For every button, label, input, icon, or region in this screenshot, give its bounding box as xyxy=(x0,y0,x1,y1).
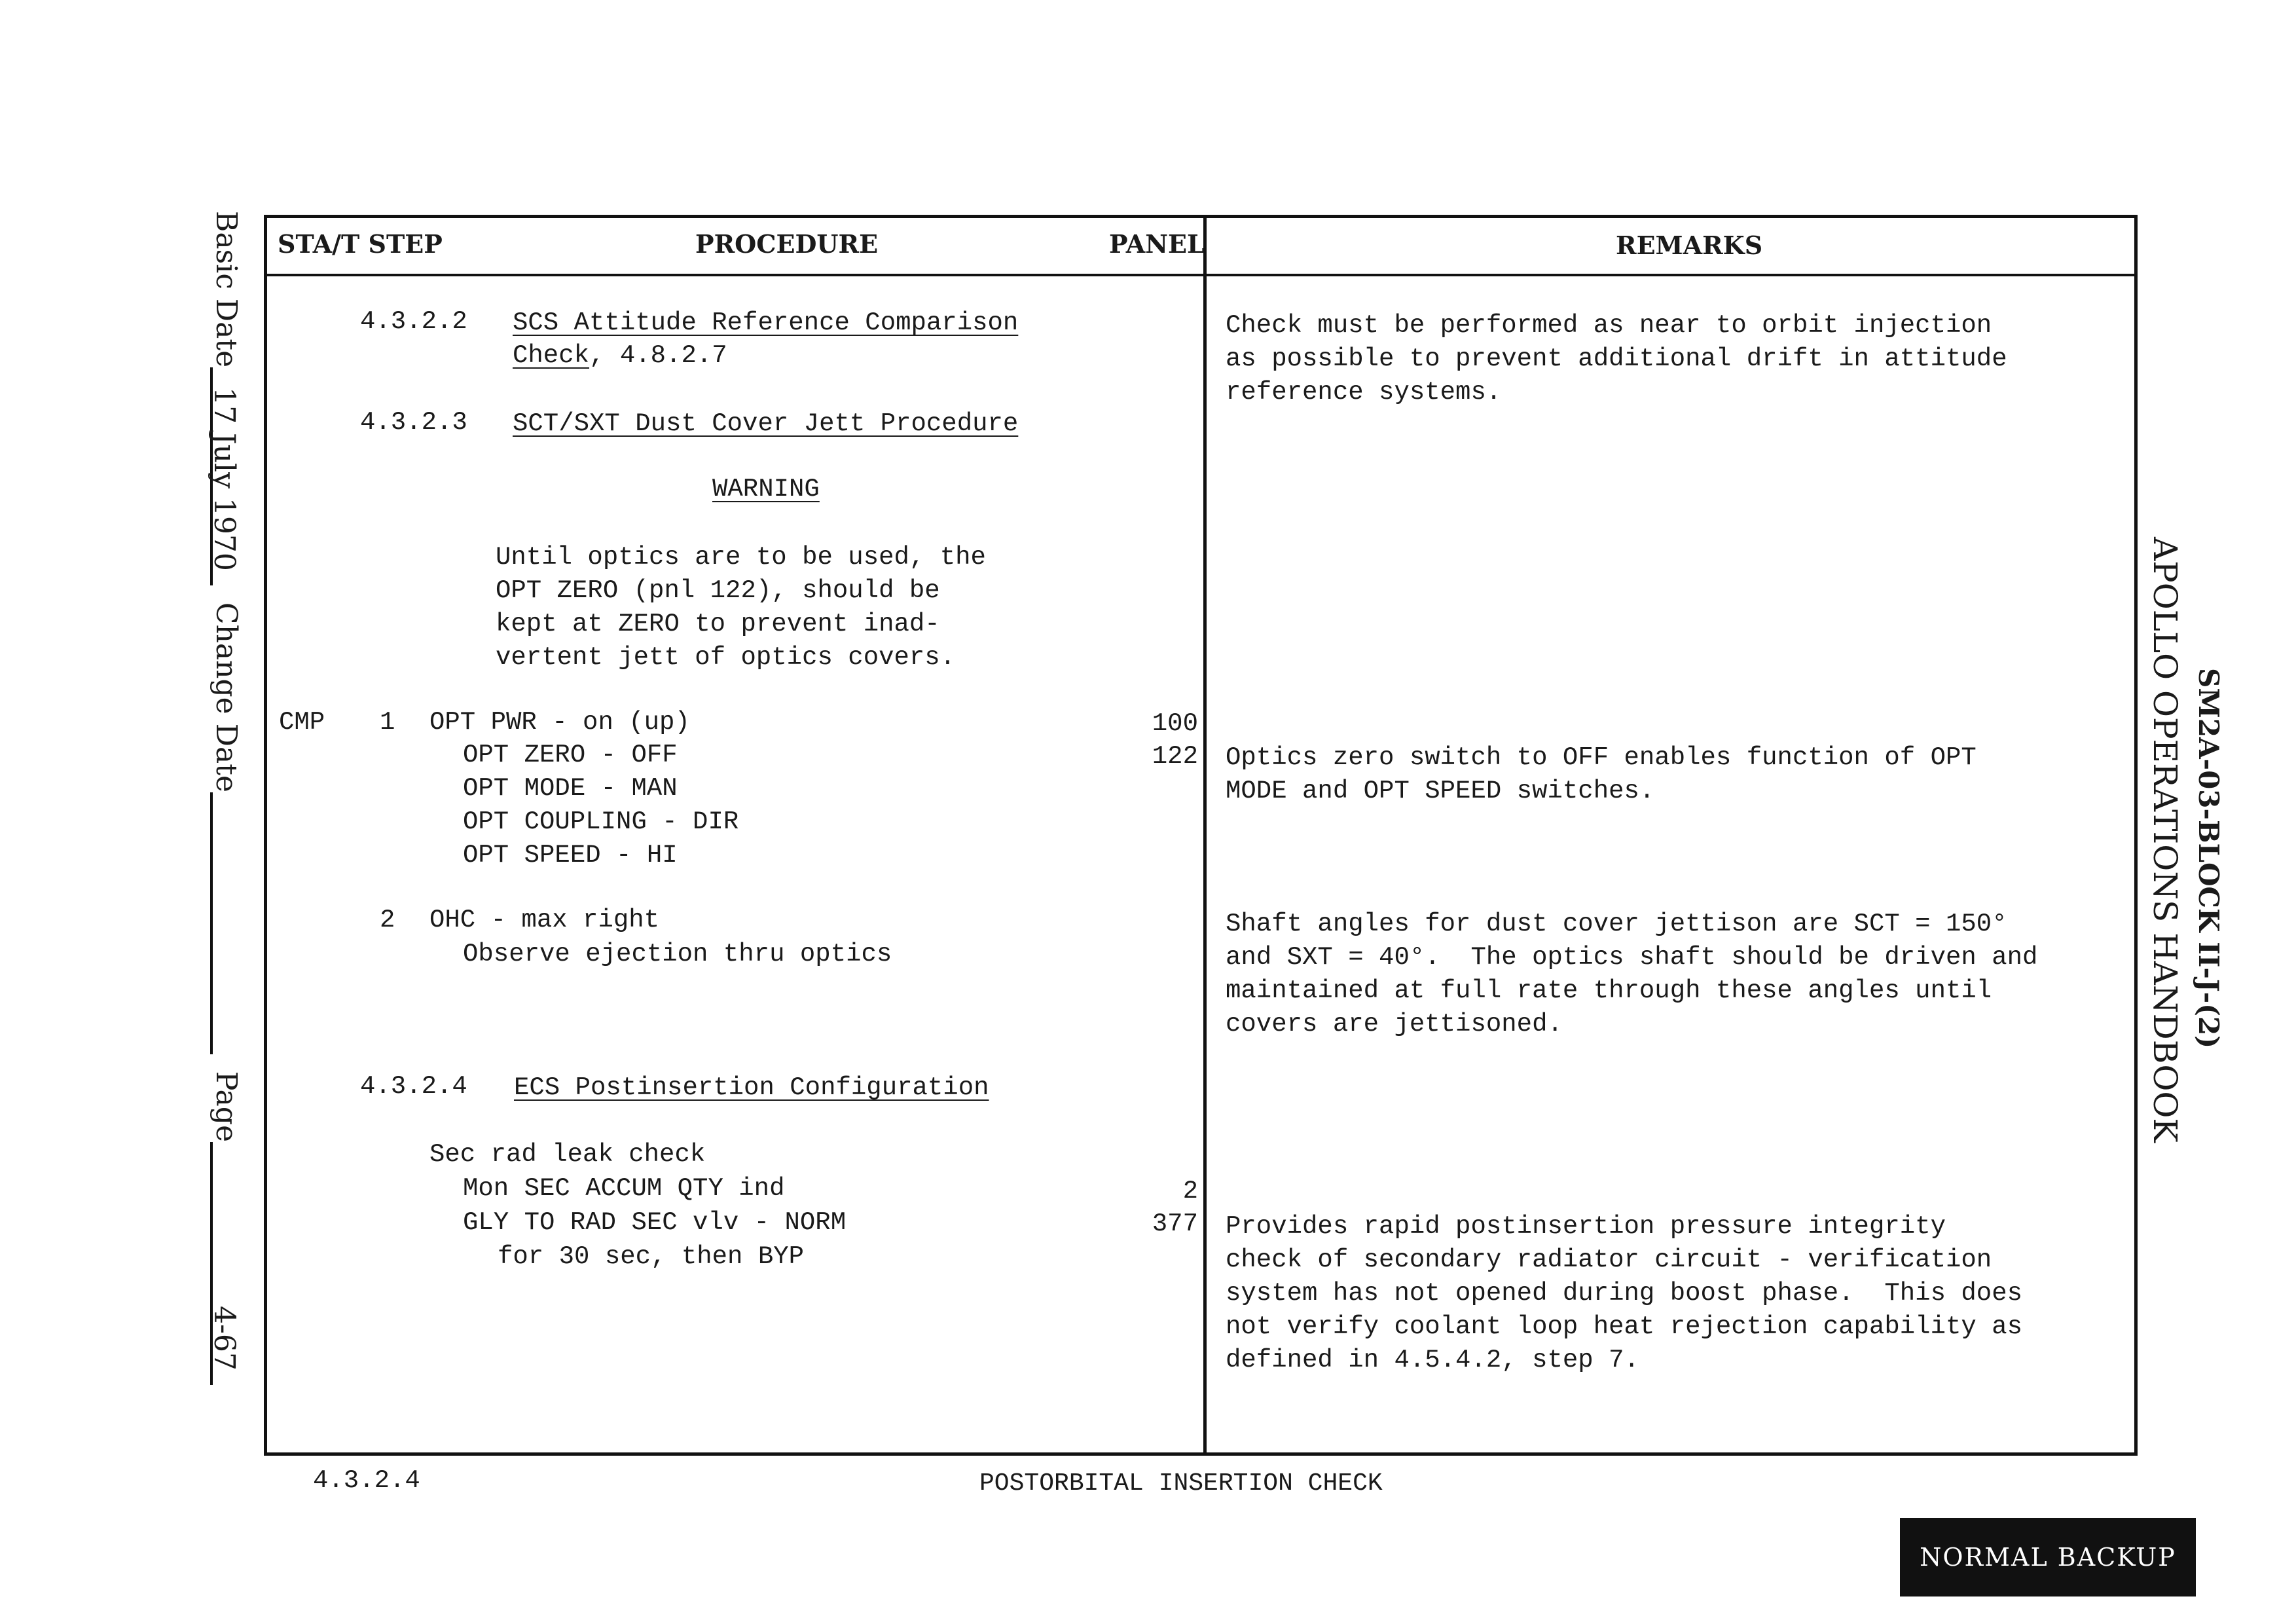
remark-line: reference systems. xyxy=(1226,378,1502,407)
section-title-4322: SCS Attitude Reference Comparison xyxy=(513,308,1019,337)
header-sta-t-step: STA/T STEP xyxy=(278,229,443,259)
step1-line: OPT MODE - MAN xyxy=(463,774,678,803)
cross-reference: , 4.8.2.7 xyxy=(589,341,727,370)
sec-rad-line: Sec rad leak check xyxy=(429,1140,706,1169)
header-remarks: REMARKS xyxy=(1616,231,1763,260)
normal-backup-badge: NORMAL BACKUP xyxy=(1900,1518,2196,1596)
step1-station: CMP xyxy=(279,708,325,737)
basic-date-field xyxy=(210,367,242,585)
check-label: Check xyxy=(513,341,590,370)
remark-line: as possible to prevent additional drift in attitude xyxy=(1226,344,2007,373)
footer-section-number: 4.3.2.4 xyxy=(313,1466,420,1495)
step2-line: OHC - max right xyxy=(429,906,660,934)
basic-date-value: 17 July 1970 xyxy=(208,387,241,571)
margin-date-strip xyxy=(208,211,244,1385)
panel-number: 377 xyxy=(1152,1209,1198,1238)
section-number-4324: 4.3.2.4 xyxy=(360,1072,467,1101)
page-field xyxy=(210,1142,242,1385)
warning-text xyxy=(496,541,986,674)
column-divider xyxy=(1203,215,1207,1456)
section-title-4322-line2 xyxy=(513,339,727,373)
remark-line: check of secondary radiator circuit - verification xyxy=(1226,1246,1992,1274)
remark-line: Check must be performed as near to orbit injection xyxy=(1226,311,1992,340)
remark-line: not verify coolant loop heat rejection capability as xyxy=(1226,1312,2022,1341)
remark-block xyxy=(1226,1210,2022,1377)
remark-line: covers are jettisoned. xyxy=(1226,1010,1563,1039)
panel-number: 100 xyxy=(1152,709,1198,738)
step1-line: OPT PWR - on (up) xyxy=(429,708,690,737)
step1-line: OPT COUPLING - DIR xyxy=(463,807,739,836)
warning-line: OPT ZERO (pnl 122), should be xyxy=(496,576,940,605)
sec-rad-line: GLY TO RAD SEC vlv - NORM xyxy=(463,1208,847,1237)
page-number: 4-67 xyxy=(208,1306,241,1371)
section-title-4323: SCT/SXT Dust Cover Jett Procedure xyxy=(513,409,1019,438)
sec-rad-line: Mon SEC ACCUM QTY ind xyxy=(463,1174,785,1203)
remark-block xyxy=(1226,309,2007,409)
step1-sublist xyxy=(463,739,738,872)
section-number-4323: 4.3.2.3 xyxy=(360,408,467,437)
warning-line: kept at ZERO to prevent inad- xyxy=(496,610,940,638)
step2-line: Observe ejection thru optics xyxy=(463,940,892,969)
remark-line: defined in 4.5.4.2, step 7. xyxy=(1226,1346,1639,1375)
change-date-label: Change Date xyxy=(210,602,243,792)
remark-line: MODE and OPT SPEED switches. xyxy=(1226,777,1655,805)
remark-line: system has not opened during boost phase. This does xyxy=(1226,1279,2022,1308)
basic-date-label: Basic Date xyxy=(210,211,243,368)
remark-line: Shaft angles for dust cover jettison are SCT = 150° xyxy=(1226,910,2007,938)
step2-number: 2 xyxy=(380,906,395,934)
remark-line: Optics zero switch to OFF enables function of OPT xyxy=(1226,743,1977,772)
header-panel: PANEL xyxy=(1109,229,1205,259)
remark-line: and SXT = 40°. The optics shaft should be driven and xyxy=(1226,943,2038,972)
panel-number: 122 xyxy=(1152,742,1198,771)
page-label: Page xyxy=(210,1071,243,1142)
remark-block xyxy=(1226,741,1977,808)
panel-number: 2 xyxy=(1182,1177,1198,1206)
change-date-field xyxy=(210,792,242,1054)
header-procedure: PROCEDURE xyxy=(695,229,879,259)
document-id: SM2A-03-BLOCK II-J-(2) xyxy=(2193,668,2225,1049)
section-number-4322: 4.3.2.2 xyxy=(360,307,467,336)
step1-line: OPT ZERO - OFF xyxy=(463,741,678,769)
warning-title: WARNING xyxy=(712,475,820,504)
warning-line: vertent jett of optics covers. xyxy=(496,643,956,672)
remark-block xyxy=(1226,908,2037,1041)
sec-rad-line: for 30 sec, then BYP xyxy=(498,1242,805,1271)
step1-number: 1 xyxy=(380,708,395,737)
handbook-title: APOLLO OPERATIONS HANDBOOK xyxy=(2146,537,2184,1143)
footer-section-title: POSTORBITAL INSERTION CHECK xyxy=(979,1469,1383,1498)
remark-line: maintained at full rate through these angles until xyxy=(1226,976,1992,1005)
header-divider xyxy=(264,274,2138,276)
section-title-4324: ECS Postinsertion Configuration xyxy=(514,1073,989,1102)
remark-line: Provides rapid postinsertion pressure integrity xyxy=(1226,1212,1946,1241)
warning-line: Until optics are to be used, the xyxy=(496,543,986,572)
step1-line: OPT SPEED - HI xyxy=(463,841,678,870)
